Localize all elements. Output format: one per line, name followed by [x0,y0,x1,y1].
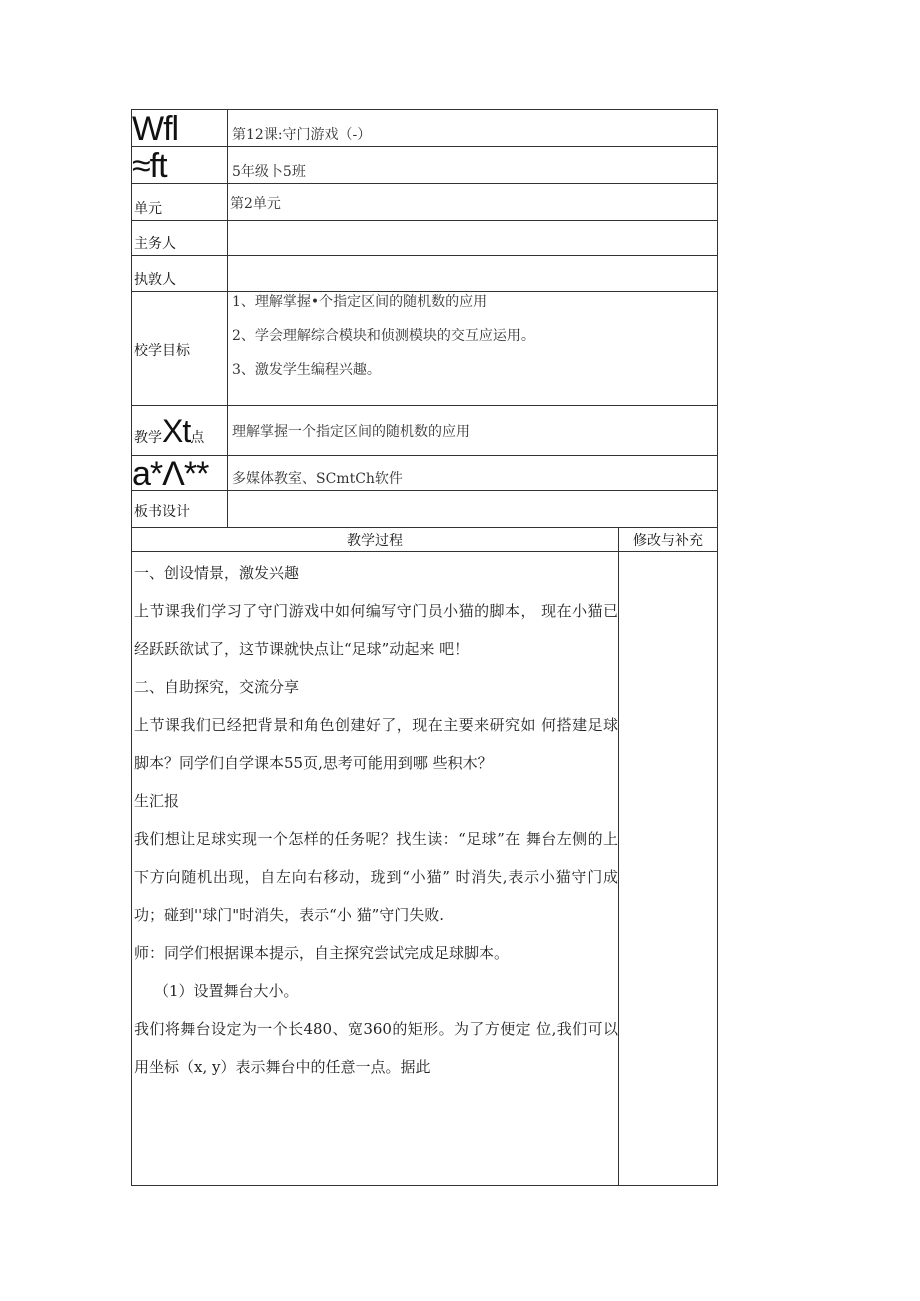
label-cell-prep [132,456,228,491]
key-label [134,414,204,448]
key-label-tail: 点 [190,430,205,446]
row-label: 单元 [134,201,162,217]
row-preparation [132,456,718,491]
label-cell-key [132,406,228,456]
label-cell-main [132,221,228,256]
lesson-title: 第12课:守门游戏（-） [232,127,372,143]
row-lesson-title [132,110,718,147]
board-design-value [230,491,717,500]
key-label-small: 教学 [134,430,162,446]
label-cell-board [132,491,228,528]
process-content [132,552,619,1186]
process-paragraph: 师：同学们根据课本提示，自主探究尝试完成足球脚本。 [134,944,510,962]
process-paragraph: 我们想让足球实现一个怎样的任务呢？找生读：“足球”在 舞台左侧的上下方向随机出现，自左向右移动，珑到“小猫” 时消失,表示小猫守门成功；碰到''球门"时消失，表示“小 猫”守门失败. [134,830,618,924]
value-cell-class [228,147,718,184]
value-cell-key [228,406,718,456]
section-heading: 一、创设情景，激发兴趣 [134,564,300,582]
goals-label: 校学目标 [134,343,190,359]
row-unit [132,184,718,221]
label-cell-class [132,147,228,184]
row-goals [132,292,718,406]
step-heading: （1）设置舞台大小。 [154,982,299,1000]
row-board-design [132,491,718,528]
board-label: 板书设计 [134,504,190,520]
process-header: 教学过程 [132,528,619,552]
row-class [132,147,718,184]
row-process-header [132,528,718,552]
key-points-value: 理解掌握一个指定区间的随机数的应用 [232,424,470,440]
row-label: 主务人 [134,236,176,252]
label-cell-unit [132,184,228,221]
value-cell-board [228,491,718,528]
row-label-big: Wfl [132,110,179,148]
supplement-content [619,552,718,1186]
value-cell-teacher [228,256,718,292]
unit-name: 第2单元 [230,196,281,212]
section-heading: 二、自助探究，交流分享 [134,678,300,696]
process-paragraph: 上节课我们已经把背景和角色创建好了，现在主要来研究如 何搭建足球脚本？同学们自学课本55页,思考可能用到哪 些积木？ [134,716,618,772]
row-teacher [132,256,718,292]
row-process-body [132,552,718,1186]
row-label: 执敦人 [134,272,176,288]
main-person-value [230,221,717,230]
prep-label-big: a*Λ** [132,455,209,493]
value-cell-prep [228,456,718,491]
value-cell-unit [228,184,718,221]
label-cell-goals [132,292,228,406]
lesson-plan-table [131,109,718,1186]
goal-item: 3、激发学生编程兴趣。 [232,362,381,378]
supplement-header: 修改与补充 [619,528,718,552]
teacher-value [230,256,717,265]
process-paragraph: 生汇报 [134,792,180,810]
process-paragraph: 上节课我们学习了守门游戏中如何编写守门员小猫的脚本， 现在小猫已经跃跃欲试了，这节课就快点让“足球”动起来 吧！ [134,602,618,658]
row-main-person [132,221,718,256]
label-cell-teacher [132,256,228,292]
goal-item: 2、学会理解综合模块和侦测模块的交互应运用。 [232,328,535,344]
value-cell-main [228,221,718,256]
label-cell-title [132,110,228,147]
row-label-big: ≈ft [132,147,167,185]
class-name: 5年级卜5班 [232,164,306,180]
process-paragraph: 我们将舞台设定为一个长480、宽360的矩形。为了方便定 位,我们可以用坐标（x, y）表示舞台中的任意一点。据此 [134,1020,618,1076]
value-cell-goals [228,292,718,406]
value-cell-title [228,110,718,147]
row-key-points [132,406,718,456]
preparation-value: 多媒体教室、SCmtCh软件 [232,471,403,487]
goal-item: 1、理解掌握•个指定区间的随机数的应用 [232,294,488,310]
key-label-big: Xt [162,413,191,449]
